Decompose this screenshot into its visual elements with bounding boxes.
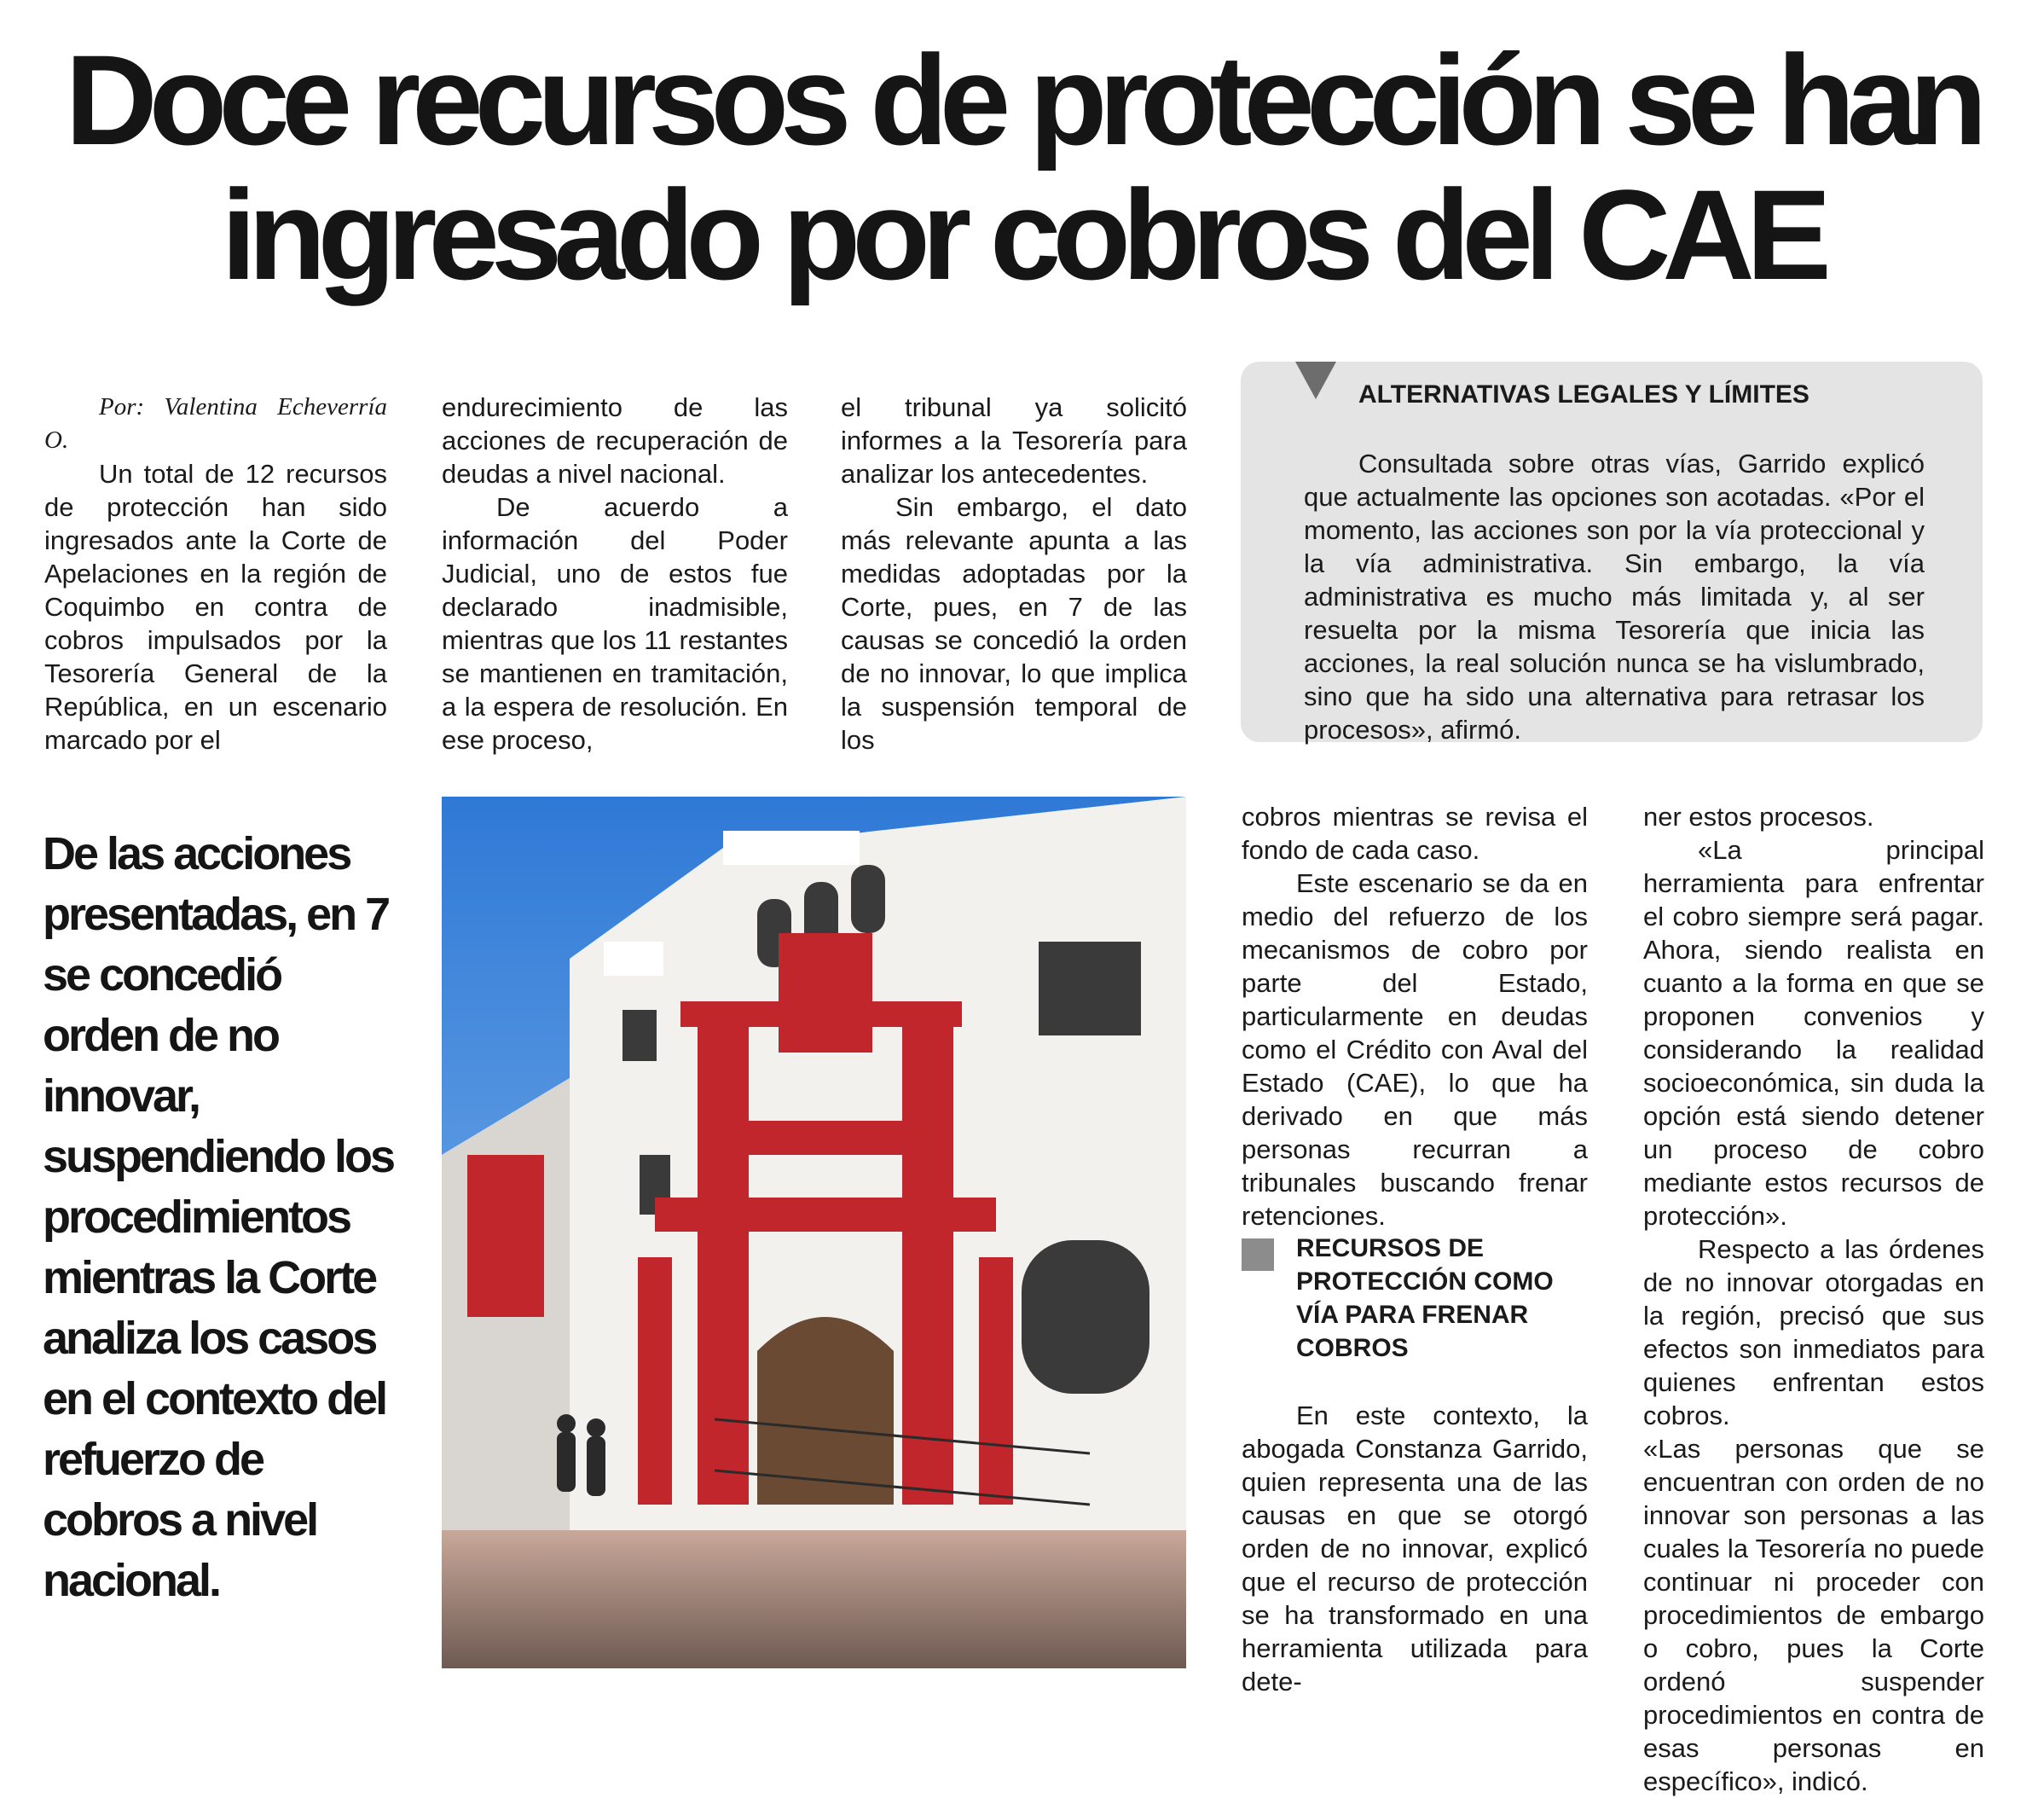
- article-paragraph: ner estos procesos.: [1643, 802, 1874, 832]
- court-building-illustration: [442, 797, 1186, 1668]
- article-paragraph: «Las personas que se encuentran con orden de no innovar son personas a las cuales la Tesorería no puede continuar ni proceder con procedimientos de embargo o cobro, pues la Corte ordenó suspender procedimientos en contra de esas personas en específico», indicó.: [1643, 1434, 1984, 1796]
- article-paragraph: De acuerdo a información del Poder Judicial, uno de estos fue declarado inadmisible, mientras que los 11 restantes se mantienen en tramitación, a la espera de resolución. En ese proceso,: [442, 492, 788, 755]
- article-paragraph: Sin embargo, el dato más relevante apunta a las medidas adoptadas por la Corte, pues, en 7 de las causas se concedió la orden de no innovar, lo que implica la suspensión temporal de los: [841, 492, 1187, 755]
- article-paragraph: Este escenario se da en medio del refuerzo de los mecanismos de cobro por parte del Estado, particularmente en deudas como el Crédito con Aval del Estado (CAE), lo que ha derivado en que más personas recurran a tribunales buscando frenar retenciones.: [1242, 868, 1588, 1231]
- column-1: [44, 391, 387, 757]
- headline-line-2: ingresado por cobros del CAE: [221, 163, 1823, 306]
- sidebar-box: [1241, 362, 1983, 745]
- article-paragraph: el tribunal ya solicitó informes a la Tesorería para analizar los antecedentes.: [841, 392, 1187, 489]
- article-paragraph: cobros mientras se revisa el fondo de cada caso.: [1242, 802, 1588, 865]
- column-3: [841, 391, 1187, 757]
- article-paragraph: endurecimiento de las acciones de recuperación de deudas a nivel nacional.: [442, 392, 788, 489]
- column-5: [1643, 800, 1984, 1798]
- sidebar-title: ALTERNATIVAS LEGALES Y LÍMITES: [1358, 380, 1809, 409]
- sidebar-text: [1304, 447, 1925, 746]
- subhead-title: RECURSOS DE PROTECCIÓN COMO VÍA PARA FRENAR COBROS: [1296, 1234, 1554, 1362]
- column-2: [442, 391, 788, 757]
- article-paragraph: Un total de 12 recursos de protección han sido ingresados ante la Corte de Apelaciones en la región de Coquimbo en contra de cobros impulsados por la Tesorería General de la República, en un escenario marcado por el: [44, 459, 387, 755]
- pull-quote: De las acciones presentadas, en 7 se concedió orden de no innovar, suspendiendo los procedimientos mientras la Corte analiza los casos en el contexto del refuerzo de cobros a nivel nacional.: [43, 828, 394, 1606]
- triangle-marker-icon: [1295, 362, 1336, 399]
- sidebar-paragraph: Consultada sobre otras vías, Garrido explicó que actualmente las opciones son acotadas. «Por el momento, las acciones son por la vía proteccional y la vía administrativa. Sin embargo, la vía administrativa es mucho más limitada y, al ser resuelta por la misma Tesorería que inicia las acciones, la real solución nunca se ha vislumbrado, sino que ha sido una alternativa para retrasar los procesos», afirmó.: [1304, 449, 1925, 745]
- court-building-photo: [442, 797, 1186, 1668]
- headline: [0, 28, 2044, 306]
- square-marker-icon: [1242, 1238, 1274, 1271]
- article-paragraph: En este contexto, la abogada Constanza Garrido, quien representa una de las causas en que se otorgó orden de no innovar, explicó que el recurso de protección se ha transformado en una herramienta utilizada para dete-: [1242, 1401, 1588, 1696]
- byline: Por: Valentina Echeverría O.: [44, 393, 387, 454]
- article-paragraph: «La principal herramienta para enfrentar el cobro siempre será pagar. Ahora, siendo realista en cuanto a la forma en que se proponen convenios y considerando la realidad socioeconómica, sin duda la opción está siendo detener un proceso de cobro mediante estos recursos de protección».: [1643, 835, 1984, 1231]
- column-4b: [1242, 1399, 1588, 1698]
- column-4: [1242, 800, 1588, 1232]
- article-paragraph: Respecto a las órdenes de no innovar otorgadas en la región, precisó que sus efectos son inmediatos para quienes enfrentan estos cobros.: [1643, 1234, 1984, 1430]
- headline-line-1: Doce recursos de protección se han: [65, 28, 1979, 171]
- subhead: [1242, 1232, 1600, 1365]
